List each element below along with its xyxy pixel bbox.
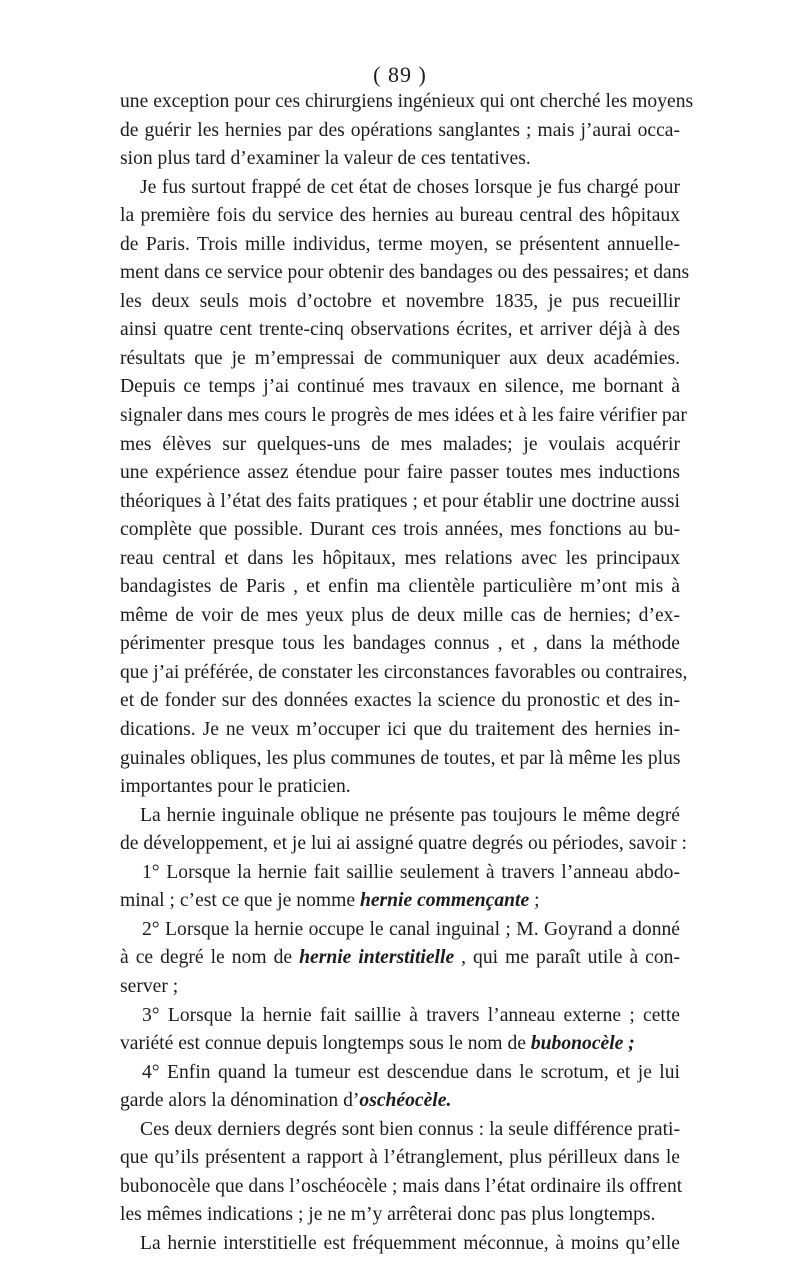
text-segment: de développement, et je lui ai assigné quatre degrés ou périodes, savoir :: [120, 833, 687, 855]
italic-term: bubonocèle ;: [530, 1033, 635, 1055]
text-segment: 1° Lorsque la hernie fait saillie seulement à travers l’anneau abdo-: [142, 861, 680, 883]
text-line: [120, 145, 680, 174]
text-segment: de Paris. Trois mille individus, terme moyen, se présentent annuelle-: [120, 233, 680, 255]
text-segment: bandagistes de Paris , et enfin ma clientèle particulière m’ont mis à: [120, 576, 680, 598]
text-line: [120, 716, 680, 745]
text-line: [120, 259, 690, 288]
text-segment: et de fonder sur des données exactes la science du pronostic et des in-: [120, 690, 680, 712]
text-segment: variété est connue depuis longtemps sous le nom de: [120, 1033, 531, 1055]
text-segment: , qui me paraît utile à con-: [454, 947, 680, 969]
text-segment: périmenter presque tous les bandages connus , et , dans la méthode: [120, 633, 680, 655]
text-line: [120, 345, 680, 374]
page-number: ( 89 ): [373, 62, 427, 87]
text-line: [120, 1230, 680, 1259]
text-line: [120, 887, 680, 916]
text-line: [120, 202, 680, 231]
text-line: [120, 1201, 680, 1230]
text-segment: dications. Je ne veux m’occuper ici que du traitement des hernies in-: [120, 719, 680, 741]
text-segment: ainsi quatre cent trente-cinq observations écrites, et arriver déjà à des: [120, 319, 680, 341]
text-line: [120, 402, 687, 431]
text-line: [120, 231, 680, 260]
text-segment: guinales obliques, les plus communes de toutes, et par là même les plus: [120, 747, 681, 769]
text-segment: complète que possible. Durant ces trois années, mes fonctions au bu-: [120, 519, 680, 541]
text-segment: Ces deux derniers degrés sont bien connus : la seule différence prati-: [140, 1118, 680, 1140]
text-line: [120, 1002, 680, 1031]
text-line: [120, 459, 680, 488]
text-line: [120, 745, 680, 774]
text-line: [120, 1059, 680, 1088]
text-segment: une exception pour ces chirurgiens ingénieux qui ont cherché les moyens: [120, 91, 694, 112]
text-line: [120, 687, 680, 716]
text-line: [120, 174, 680, 203]
text-segment: ment dans ce service pour obtenir des bandages ou des pessaires; et dans: [120, 262, 690, 284]
text-segment: les mêmes indications ; je ne m’y arrêterai donc pas plus longtemps.: [120, 1204, 656, 1226]
text-segment: 3° Lorsque la hernie fait saillie à travers l’anneau externe ; cette: [142, 1004, 680, 1026]
body-text: [120, 88, 694, 1258]
text-segment: signaler dans mes cours le progrès de mes idées et à les faire vérifier par: [120, 405, 687, 427]
text-line: [120, 1173, 683, 1202]
text-segment: La hernie inguinale oblique ne présente pas toujours le même degré: [140, 804, 680, 826]
text-segment: 2° Lorsque la hernie occupe le canal inguinal ; M. Goyrand a donné: [142, 918, 680, 940]
text-segment: une expérience assez étendue pour faire passer toutes mes inductions: [120, 462, 680, 484]
text-segment: Depuis ce temps j’ai continué mes travaux en silence, me bornant à: [120, 376, 680, 398]
text-line: [120, 373, 680, 402]
italic-term: hernie interstitielle: [299, 947, 455, 969]
text-line: [120, 830, 687, 859]
text-line: [120, 944, 680, 973]
text-segment: de guérir les hernies par des opérations sanglantes ; mais j’aurai occa-: [120, 119, 680, 141]
text-line: [120, 1030, 680, 1059]
text-segment: théoriques à l’état des faits pratiques ; et pour établir une doctrine aussi: [120, 490, 680, 512]
text-line: [120, 859, 680, 888]
text-segment: ;: [529, 890, 540, 912]
text-line: [120, 1087, 680, 1116]
text-line: [120, 802, 680, 831]
text-segment: 4° Enfin quand la tumeur est descendue dans le scrotum, et je lui: [142, 1061, 680, 1083]
text-segment: server ;: [120, 975, 179, 997]
text-line: [120, 316, 680, 345]
text-line: [120, 545, 680, 574]
text-segment: minal ; c’est ce que je nomme: [120, 890, 360, 912]
text-segment: que qu’ils présentent a rapport à l’étranglement, plus périlleux dans le: [120, 1147, 680, 1169]
text-line: [120, 602, 680, 631]
text-segment: la première fois du service des hernies au bureau central des hôpitaux: [120, 205, 680, 227]
text-segment: les deux seuls mois d’octobre et novembre 1835, je pus recueillir: [120, 290, 680, 312]
text-line: [120, 88, 694, 117]
text-line: [120, 117, 680, 146]
text-segment: reau central et dans les hôpitaux, mes relations avec les principaux: [120, 547, 680, 569]
text-line: [120, 630, 680, 659]
text-segment: garde alors la dénomination d’: [120, 1090, 360, 1112]
text-segment: bubonocèle que dans l’oschéocèle ; mais dans l’état ordinaire ils offrent: [120, 1175, 683, 1197]
text-line: [120, 516, 680, 545]
text-line: [120, 488, 680, 517]
text-segment: La hernie interstitielle est fréquemment méconnue, à moins qu’elle: [140, 1232, 680, 1254]
text-line: [120, 573, 680, 602]
italic-term: hernie commençante: [359, 890, 530, 912]
text-segment: résultats que je m’empressai de communiquer aux deux académies.: [120, 347, 680, 369]
text-segment: mes élèves sur quelques-uns de mes malades; je voulais acquérir: [120, 433, 680, 455]
text-line: [120, 1144, 680, 1173]
text-segment: même de voir de mes yeux plus de deux mille cas de hernies; d’ex-: [120, 604, 680, 626]
text-segment: importantes pour le praticien.: [120, 776, 351, 798]
text-segment: à ce degré le nom de: [120, 947, 300, 969]
text-line: [120, 431, 680, 460]
text-line: [120, 773, 680, 802]
text-line: [120, 659, 688, 688]
text-line: [120, 288, 680, 317]
text-segment: que j’ai préférée, de constater les circonstances favorables ou contraires,: [120, 661, 688, 683]
italic-term: oschéocèle.: [359, 1090, 452, 1112]
text-line: [120, 916, 680, 945]
text-segment: Je fus surtout frappé de cet état de choses lorsque je fus chargé pour: [140, 176, 680, 198]
text-line: [120, 973, 680, 1002]
text-line: [120, 1116, 680, 1145]
text-segment: sion plus tard d’examiner la valeur de ces tentatives.: [120, 148, 531, 170]
